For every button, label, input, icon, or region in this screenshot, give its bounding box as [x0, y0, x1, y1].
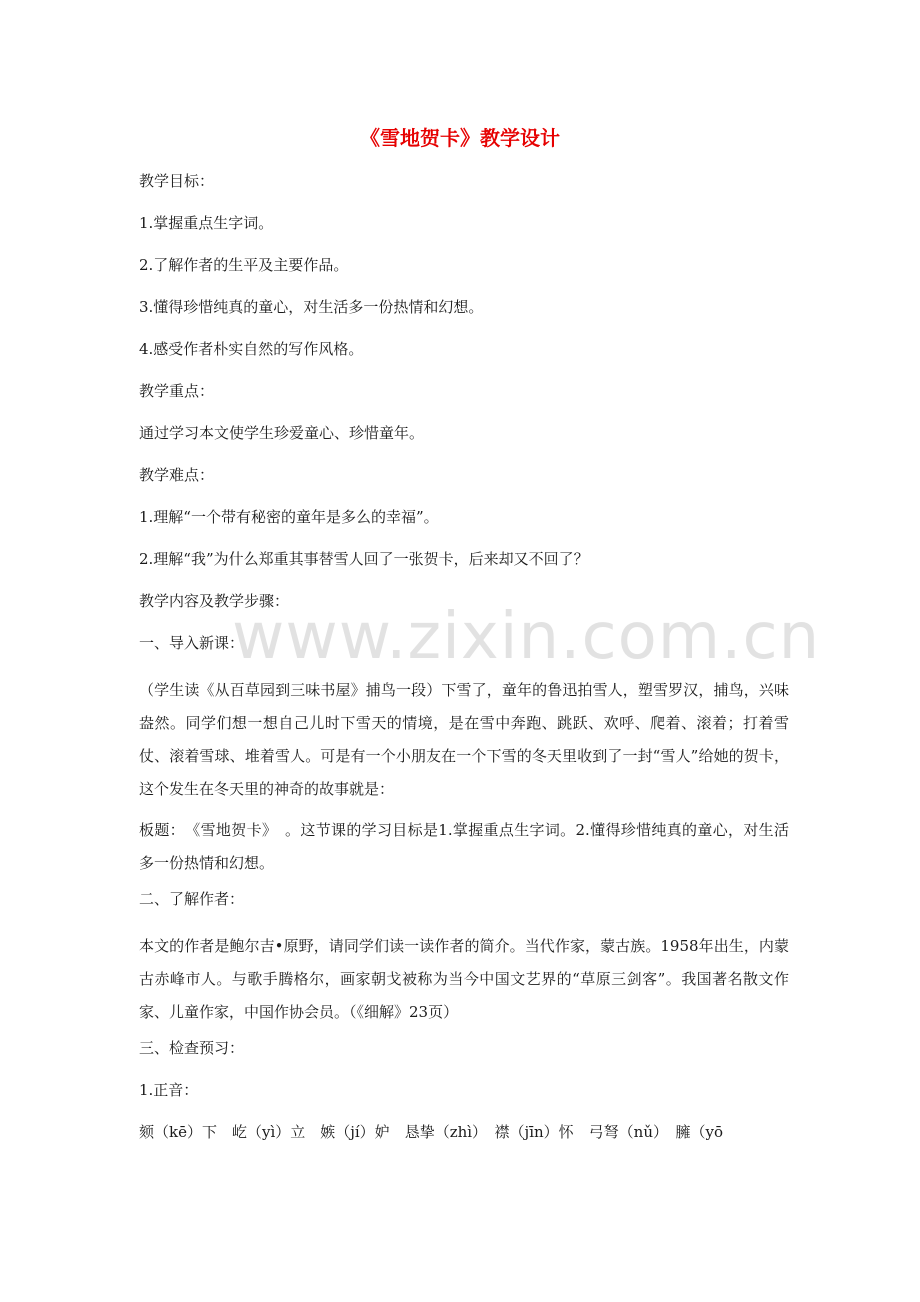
- pronunciation-line: 颏（kē）下 屹（yì）立 嫉（jí）妒 恳挚（zhì） 襟（jīn）怀 弓弩（nǔ） 臃（yō: [139, 1123, 723, 1141]
- difficulty-item: 1.理解“一个带有秘密的童年是多么的幸福”。: [139, 508, 439, 526]
- step2-heading: 二、了解作者：: [139, 890, 245, 908]
- objective-item: 2.了解作者的生平及主要作品。: [139, 256, 349, 274]
- step2-paragraph: 本文的作者是鲍尔吉•原野，请同学们读一读作者的简介。当代作家，蒙古族。1958年出生，内蒙古赤峰市人。与歌手腾格尔，画家朝戈被称为当今中国文艺界的“草原三剑客”。我国著名散文作家、儿童作家，中国作协会员。（《细解》23页）: [139, 937, 789, 1021]
- watermark: www.zixin.com.cn: [232, 600, 821, 674]
- objective-item: 3.懂得珍惜纯真的童心，对生活多一份热情和幻想。: [139, 298, 484, 316]
- objective-item: 4.感受作者朴实自然的写作风格。: [139, 340, 364, 358]
- step1-paragraph: （学生读《从百草园到三味书屋》捕鸟一段）下雪了，童年的鲁迅拍雪人，塑雪罗汉，捕鸟，兴味盎然。同学们想一想自己儿时下雪天的情境，是在雪中奔跑、跳跃、欢呼、爬着、滚着；打着雪仗、滚着雪球、堆着雪人。可是有一个小朋友在一个下雪的冬天里收到了一封“雪人”给她的贺卡，这个发生在冬天里的神奇的故事就是：: [139, 681, 789, 798]
- difficulty-heading: 教学难点：: [139, 466, 215, 484]
- step1-heading: 一、导入新课：: [139, 634, 245, 652]
- steps-heading: 教学内容及教学步骤：: [139, 592, 290, 610]
- step3-heading: 三、检查预习：: [139, 1039, 245, 1057]
- document-title: 《雪地贺卡》教学设计: [360, 126, 560, 150]
- key-points-text: 通过学习本文使学生珍爱童心、珍惜童年。: [139, 424, 425, 442]
- difficulty-item: 2.理解“我”为什么郑重其事替雪人回了一张贺卡，后来却又不回了？: [139, 550, 589, 568]
- objectives-heading: 教学目标：: [139, 172, 215, 190]
- objective-item: 1.掌握重点生字词。: [139, 214, 274, 232]
- step1-board-paragraph: 板题： 《雪地贺卡》 。这节课的学习目标是1.掌握重点生字词。2.懂得珍惜纯真的童心，对生活多一份热情和幻想。: [139, 821, 789, 872]
- document-body: [139, 170, 789, 1158]
- pronunciation-heading: 1.正音：: [139, 1081, 199, 1099]
- key-points-heading: 教学重点：: [139, 382, 215, 400]
